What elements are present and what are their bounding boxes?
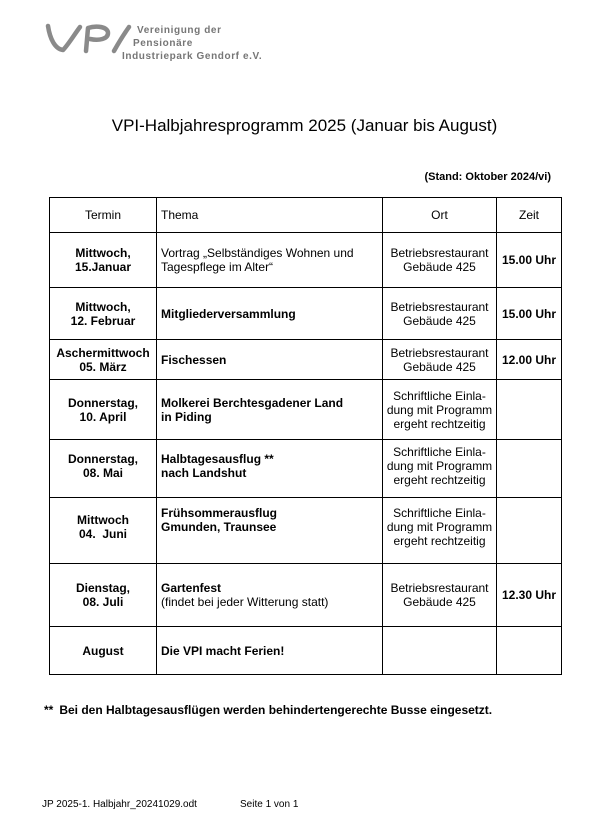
thema-cell	[157, 498, 383, 564]
thema-cell	[157, 564, 383, 627]
thema-line: Frühsommerausflug	[161, 505, 278, 520]
ort-cell	[383, 440, 497, 498]
termin-line: 04. Juni	[78, 526, 128, 541]
vpi-logo-strokes	[48, 26, 129, 51]
ort-line: dung mit Programm	[386, 402, 493, 417]
table-row	[50, 233, 562, 288]
zeit-cell	[497, 380, 562, 440]
thema-cell	[157, 233, 383, 288]
thema-cell	[157, 627, 383, 675]
zeit-cell: 12.00 Uhr	[497, 340, 562, 380]
table-row	[50, 564, 562, 627]
ort-line: Betriebsrestaurant	[390, 345, 489, 360]
ort-cell	[383, 498, 497, 564]
footnote-text: Bei den Halbtagesausflügen werden behindertengerechte Busse eingesetzt.	[59, 703, 493, 717]
org-name-line-1: Vereinigung der	[137, 25, 222, 36]
termin-line: Mittwoch	[77, 512, 129, 527]
ort-line: Betriebsrestaurant	[390, 246, 489, 260]
termin-line: 05. März	[79, 359, 127, 374]
table-row	[50, 340, 562, 380]
table-row	[50, 288, 562, 340]
logo-letter-p	[86, 27, 108, 51]
thema-line: (findet bei jeder Witterung statt)	[161, 595, 329, 609]
thema-line: Tagespflege im Alter“	[161, 260, 274, 274]
termin-line: 15.Januar	[74, 260, 132, 274]
ort-line: Schriftliche Einla-	[393, 505, 486, 520]
ort-line: Gebäude 425	[403, 260, 476, 274]
footer-page-number: Seite 1 von 1	[240, 799, 299, 810]
thema-line: Gmunden, Traunsee	[161, 519, 277, 534]
footer-filename: JP 2025-1. Halbjahr_20241029.odt	[42, 799, 197, 810]
termin-line: Donnerstag,	[67, 395, 138, 410]
thema-line: Halbtagesausflug **	[161, 451, 274, 466]
termin-cell	[50, 627, 157, 675]
logo-letter-i	[114, 27, 129, 51]
ort-line: Gebäude 425	[403, 595, 476, 609]
header-thema: Thema	[157, 198, 383, 233]
termin-line: 08. Mai	[82, 465, 124, 480]
ort-cell	[383, 564, 497, 627]
table-head	[50, 198, 562, 233]
page-title: VPI-Halbjahresprogramm 2025 (Januar bis August)	[111, 116, 498, 135]
zeit-cell: 15.00 Uhr	[497, 288, 562, 340]
footnote	[44, 703, 492, 717]
termin-line: Mittwoch,	[75, 246, 131, 260]
termin-cell	[50, 498, 157, 564]
program-table	[49, 197, 562, 675]
termin-line: Donnerstag,	[67, 451, 138, 466]
thema-line: Mitgliederversammlung	[161, 306, 296, 321]
table-body	[50, 233, 562, 675]
termin-cell	[50, 440, 157, 498]
termin-cell	[50, 288, 157, 340]
termin-line: 12. Februar	[70, 313, 136, 328]
vpi-logo	[44, 22, 134, 56]
header-zeit: Zeit	[497, 198, 562, 233]
table-header-row	[50, 198, 562, 233]
termin-line: Dienstag,	[75, 581, 130, 595]
ort-line: ergeht rechtzeitig	[393, 416, 486, 431]
ort-line: Betriebsrestaurant	[390, 581, 489, 595]
termin-line: Aschermittwoch	[56, 345, 150, 360]
zeit-cell	[497, 440, 562, 498]
header-ort: Ort	[383, 198, 497, 233]
termin-cell	[50, 340, 157, 380]
table-row	[50, 627, 562, 675]
termin-cell	[50, 233, 157, 288]
termin-cell	[50, 380, 157, 440]
ort-cell	[383, 340, 497, 380]
zeit-cell: 15.00 Uhr	[497, 233, 562, 288]
zeit-cell	[497, 627, 562, 675]
table-row	[50, 498, 562, 564]
ort-cell	[383, 288, 497, 340]
footnote-marker: **	[44, 703, 54, 717]
ort-line: Gebäude 425	[403, 359, 476, 374]
termin-line: Mittwoch,	[75, 299, 131, 314]
org-name-line-3: Industriepark Gendorf e.V.	[122, 51, 263, 62]
zeit-cell: 12.30 Uhr	[497, 564, 562, 627]
termin-line: August	[82, 643, 124, 658]
termin-line: 10. April	[79, 409, 127, 424]
thema-line: Vortrag „Selbständiges Wohnen und	[161, 246, 354, 260]
ort-line: dung mit Programm	[386, 519, 493, 534]
logo-letter-v	[48, 26, 80, 50]
ort-line: Schriftliche Einla-	[393, 444, 486, 459]
termin-line: 08. Juli	[82, 595, 124, 609]
thema-line: Fischessen	[161, 352, 227, 367]
ort-line: Schriftliche Einla-	[393, 388, 486, 403]
thema-line: nach Landshut	[161, 465, 247, 480]
ort-line: ergeht rechtzeitig	[393, 472, 486, 487]
ort-line: Gebäude 425	[403, 313, 476, 328]
ort-line: dung mit Programm	[386, 458, 493, 473]
thema-line: Molkerei Berchtesgadener Land	[161, 395, 344, 410]
thema-cell	[157, 340, 383, 380]
thema-line: Gartenfest	[161, 581, 222, 595]
ort-line: ergeht rechtzeitig	[393, 533, 486, 548]
termin-cell	[50, 564, 157, 627]
ort-cell	[383, 233, 497, 288]
ort-cell	[383, 627, 497, 675]
thema-line: in Piding	[161, 409, 212, 424]
stand-date: (Stand: Oktober 2024/vi)	[424, 171, 551, 183]
table-row	[50, 380, 562, 440]
thema-cell	[157, 380, 383, 440]
thema-cell	[157, 440, 383, 498]
org-name-line-2: Pensionäre	[133, 38, 193, 49]
thema-line: Die VPI macht Ferien!	[161, 643, 285, 658]
zeit-cell	[497, 498, 562, 564]
thema-cell	[157, 288, 383, 340]
ort-cell	[383, 380, 497, 440]
header-termin: Termin	[50, 198, 157, 233]
table-row	[50, 440, 562, 498]
ort-line: Betriebsrestaurant	[390, 299, 489, 314]
